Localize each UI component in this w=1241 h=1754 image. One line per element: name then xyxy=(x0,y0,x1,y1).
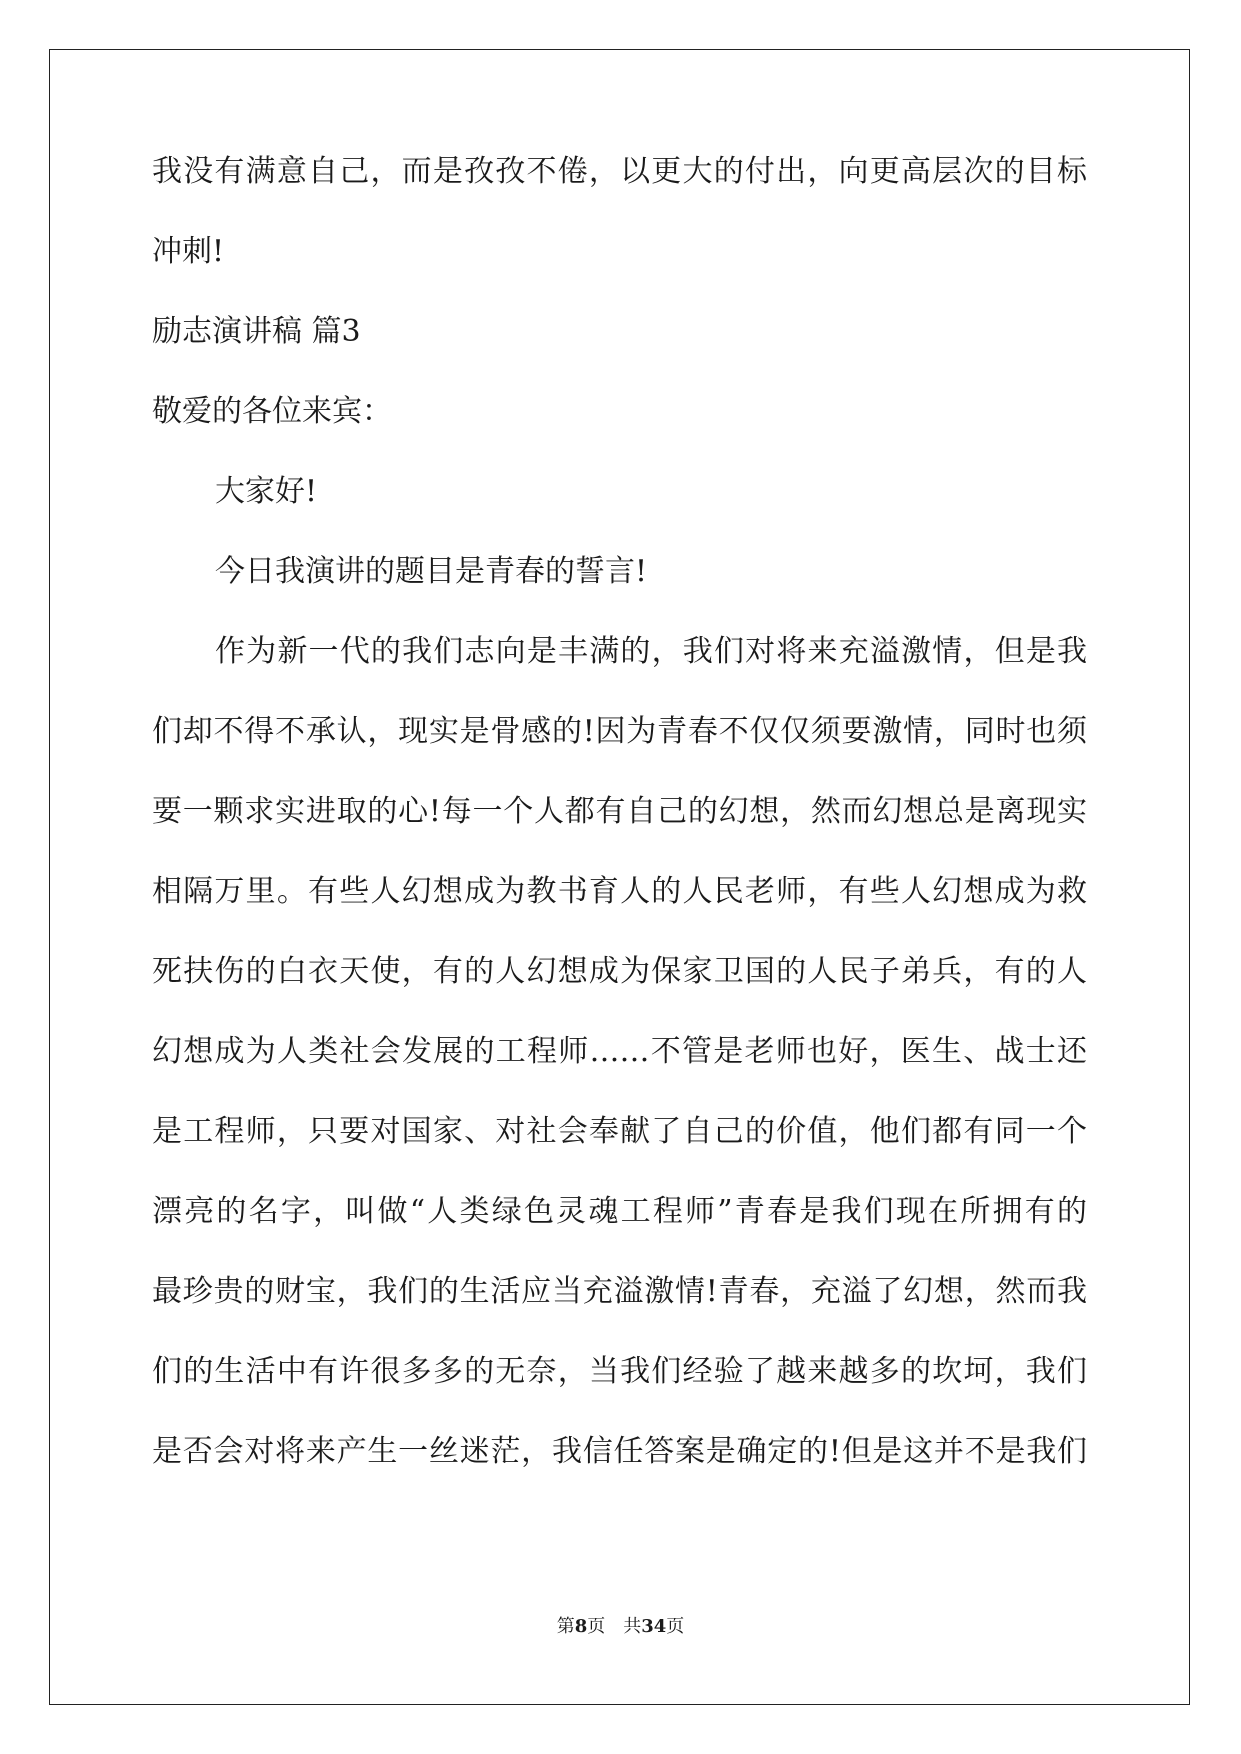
body-line: 漂亮的名字，叫做“人类绿色灵魂工程师”青春是我们现在所拥有的 xyxy=(152,1194,1087,1229)
body-line: 是工程师，只要对国家、对社会奉献了自己的价值，他们都有同一个 xyxy=(152,1114,1087,1149)
body-line: 们却不得不承认，现实是骨感的!因为青春不仅仅须要激情，同时也须 xyxy=(152,714,1087,749)
body-line: 是否会对将来产生一丝迷茫，我信任答案是确定的!但是这并不是我们 xyxy=(152,1434,1087,1469)
page-prefix: 第 xyxy=(556,1616,575,1637)
total-prefix: 共 xyxy=(623,1616,642,1637)
body-line: 要一颗求实进取的心!每一个人都有自己的幻想，然而幻想总是离现实 xyxy=(152,794,1087,829)
section-heading: 励志演讲稿 篇3 xyxy=(152,314,361,349)
body-line: 我没有满意自己，而是孜孜不倦，以更大的付出，向更高层次的目标 xyxy=(152,154,1087,189)
total-suffix: 页 xyxy=(666,1616,685,1637)
body-line: 最珍贵的财宝，我们的生活应当充溢激情!青春，充溢了幻想，然而我 xyxy=(152,1274,1087,1309)
greeting: 大家好! xyxy=(215,474,318,509)
body-line: 相隔万里。有些人幻想成为教书育人的人民老师，有些人幻想成为救 xyxy=(152,874,1087,909)
body-line: 作为新一代的我们志向是丰满的，我们对将来充溢激情，但是我 xyxy=(215,634,1087,669)
page-footer xyxy=(0,1612,1241,1638)
page-number: 8 xyxy=(574,1616,588,1637)
total-pages: 34 xyxy=(641,1616,667,1637)
speech-topic-line: 今日我演讲的题目是青春的誓言! xyxy=(215,554,648,589)
body-line: 们的生活中有许很多多的无奈，当我们经验了越来越多的坎坷，我们 xyxy=(152,1354,1087,1389)
salutation: 敬爱的各位来宾： xyxy=(152,394,392,429)
body-line: 死扶伤的白衣天使，有的人幻想成为保家卫国的人民子弟兵，有的人 xyxy=(152,954,1087,989)
body-line: 冲刺! xyxy=(152,234,225,269)
body-line: 幻想成为人类社会发展的工程师……不管是老师也好，医生、战士还 xyxy=(152,1034,1087,1069)
page-suffix: 页 xyxy=(587,1616,606,1637)
